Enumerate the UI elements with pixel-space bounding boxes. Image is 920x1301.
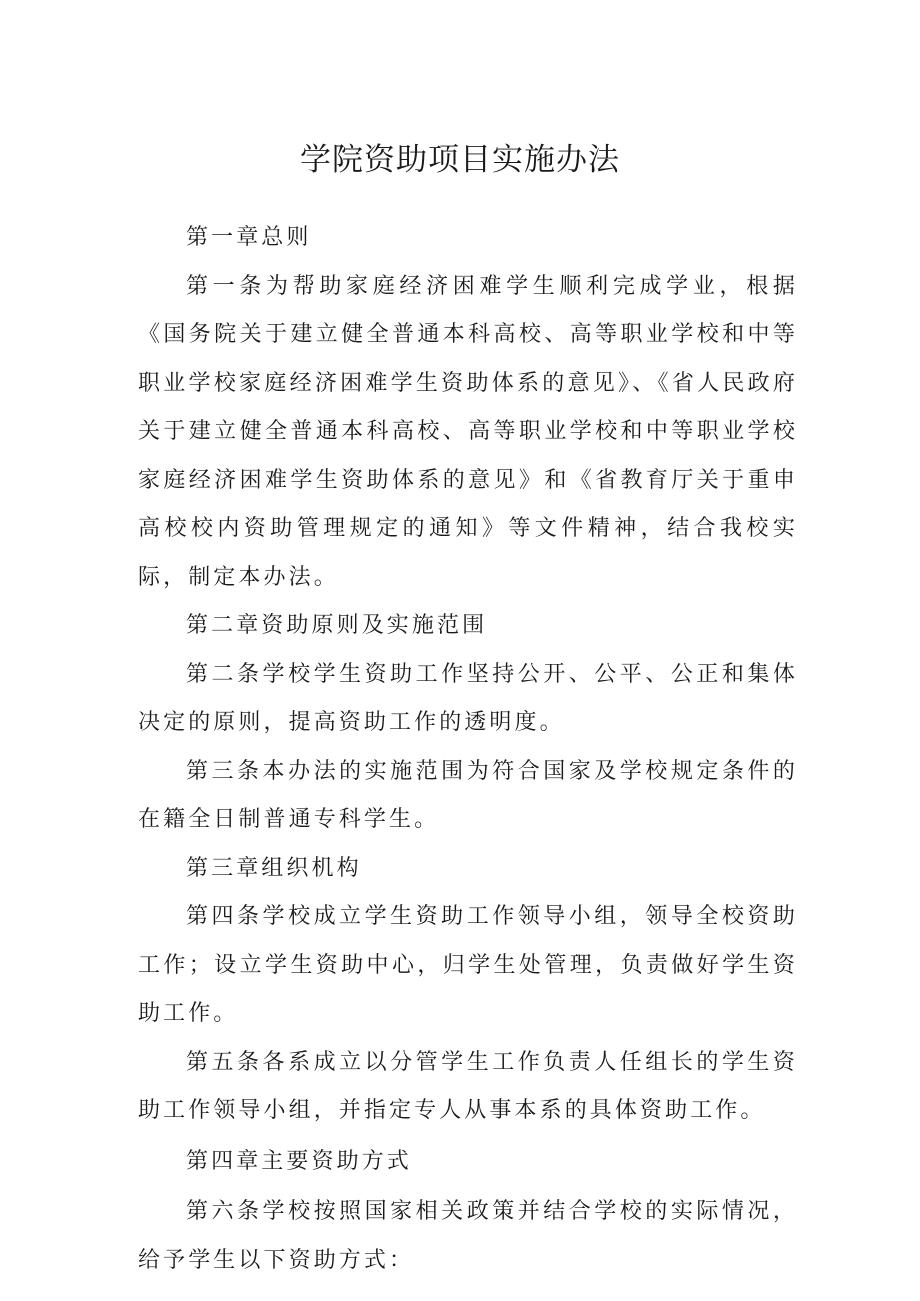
article-5: 第五条各系成立以分管学生工作负责人任组长的学生资助工作领导小组，并指定专人从事本系的具体资助工作。	[138, 1049, 798, 1123]
chapter-heading-4: 第四章主要资助方式	[186, 1148, 412, 1174]
chapter-heading-1: 第一章总则	[186, 225, 312, 250]
document-title: 学院资助项目实施办法	[300, 142, 620, 178]
article-3: 第三条本办法的实施范围为符合国家及学校规定条件的在籍全日制普通专科学生。	[138, 758, 798, 832]
document-body	[138, 214, 798, 1285]
article-4: 第四条学校成立学生资助工作领导小组，领导全校资助工作；设立学生资助中心，归学生处管理，负责做好学生资助工作。	[138, 904, 798, 1026]
chapter-heading-2: 第二章资助原则及实施范围	[186, 613, 488, 638]
article-2: 第二条学校学生资助工作坚持公开、公平、公正和集体决定的原则，提高资助工作的透明度。	[138, 661, 798, 735]
article-6: 第六条学校按照国家相关政策并结合学校的实际情况，给予学生以下资助方式：	[138, 1199, 798, 1273]
article-1: 第一条为帮助家庭经济困难学生顺利完成学业，根据《国务院关于建立健全普通本科高校、高等职业学校和中等职业学校家庭经济困难学生资助体系的意见》、《省人民政府关于建立健全普通本科高校、高等职业学校和中等职业学校家庭经济困难学生资助体系的意见》和《省教育厅关于重申高校校内资助管理规定的通知》等文件精神，结合我校实际，制定本办法。	[138, 273, 798, 590]
chapter-heading-3: 第三章组织机构	[186, 855, 362, 881]
